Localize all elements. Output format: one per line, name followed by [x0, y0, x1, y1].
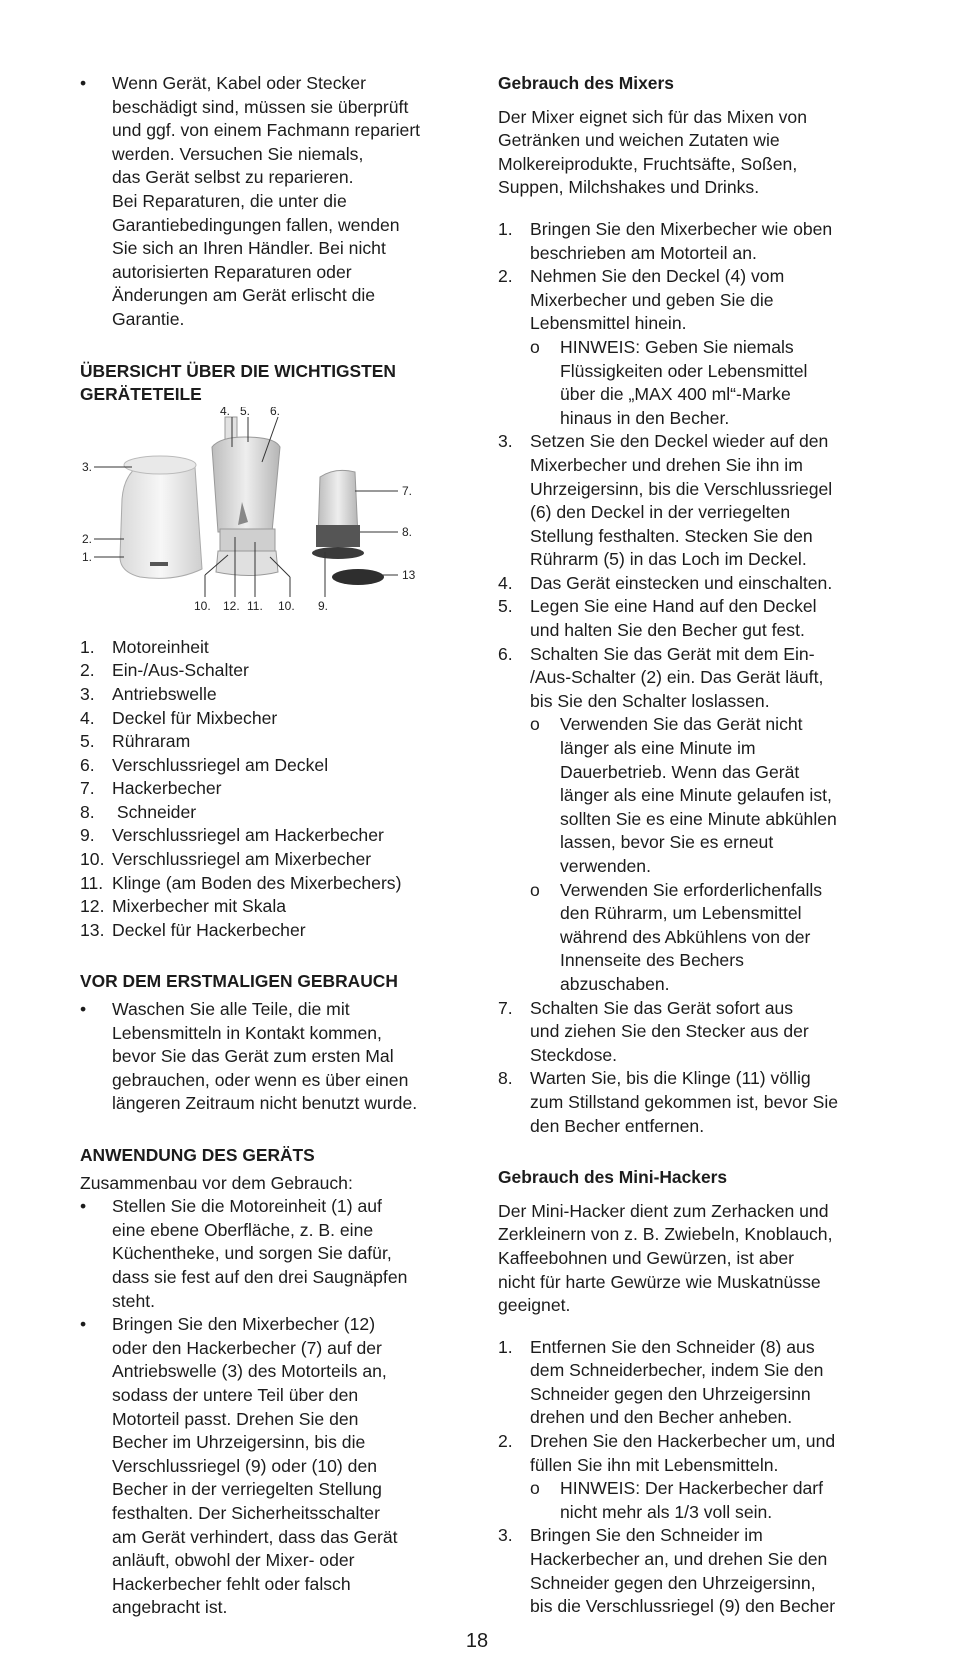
step-note: [498, 1477, 898, 1524]
part-label: Mixerbecher mit Skala: [112, 896, 287, 917]
part-item: [80, 895, 475, 919]
part-number: 8.: [80, 801, 95, 822]
text-line: Becher im Uhrzeigersinn, bis die: [112, 1432, 366, 1453]
text-line: Garantiebedingungen fallen, wenden: [112, 214, 400, 235]
text-line: (6) den Deckel in der verriegelten: [530, 502, 791, 523]
part-item: [80, 801, 475, 825]
text-line: dem Schneiderbecher, indem Sie den: [530, 1360, 824, 1381]
left-column: [80, 72, 475, 1620]
mixer-intro: [498, 106, 898, 200]
step-text: [530, 218, 898, 265]
text-line: Lebensmitteln in Kontakt kommen,: [112, 1022, 382, 1043]
assembly-intro: Zusammenbau vor dem Gebrauch:: [80, 1172, 353, 1193]
text-line: Waschen Sie alle Teile, die mit: [112, 999, 350, 1020]
text-line: Setzen Sie den Deckel wieder auf den: [530, 431, 829, 452]
text-line: drehen und den Becher anheben.: [530, 1407, 793, 1428]
bullet-mark: •: [80, 1314, 87, 1335]
text-line: Der Mini-Hacker dient zum Zerhacken und: [498, 1200, 829, 1221]
mixer-steps: [498, 218, 898, 1138]
step-item: [498, 572, 898, 596]
text-line: und ggf. von einem Fachmann repariert: [112, 120, 421, 141]
text-line: ÜBERSICHT ÜBER DIE WICHTIGSTEN: [80, 360, 396, 381]
text-line: /Aus-Schalter (2) ein. Das Gerät läuft,: [530, 667, 824, 688]
fig-label: 4.: [220, 406, 231, 418]
part-item: [80, 848, 475, 872]
chopper-drawing: [312, 470, 384, 585]
text-line: Warten Sie, bis die Klinge (11) völlig: [530, 1068, 811, 1089]
text-line: bis Sie den Schalter loslassen.: [530, 690, 770, 711]
text-line: anläuft, obwohl der Mixer- oder: [112, 1550, 355, 1571]
text-line: bevor Sie das Gerät zum ersten Mal: [112, 1046, 394, 1067]
text-line: Innenseite des Bechers: [560, 950, 744, 971]
text-line: Stellen Sie die Motoreinheit (1) auf: [112, 1196, 382, 1217]
motor-unit-drawing: [120, 456, 202, 578]
part-label: Deckel für Mixbecher: [112, 707, 278, 728]
step-number: 3.: [498, 1525, 513, 1546]
step-number: 8.: [498, 1068, 513, 1089]
text-line: Schneider gegen den Uhrzeigersinn,: [530, 1572, 816, 1593]
note-mark: o: [530, 336, 540, 357]
part-item: [80, 659, 475, 683]
text-line: Drehen Sie den Hackerbecher um, und: [530, 1431, 836, 1452]
step-text: [530, 997, 898, 1068]
part-item: [80, 919, 475, 943]
part-number: 1.: [80, 636, 95, 657]
text-line: Bringen Sie den Mixerbecher wie oben: [530, 218, 833, 239]
part-number: 11.: [80, 872, 104, 893]
warning-bullet: [80, 72, 475, 332]
text-line: HINWEIS: Der Hackerbecher darf: [560, 1478, 824, 1499]
part-label: Schneider: [112, 801, 197, 822]
text-line: hinaus in den Becher.: [560, 407, 730, 428]
first-use-text: [112, 998, 475, 1116]
part-label: Rühraram: [112, 731, 191, 752]
text-line: Antriebswelle (3) des Motorteils an,: [112, 1361, 387, 1382]
text-line: Suppen, Milchshakes und Drinks.: [498, 177, 760, 198]
fig-label: 3.: [82, 459, 93, 474]
text-line: angebracht ist.: [112, 1597, 228, 1618]
fig-label: 1.: [82, 549, 93, 564]
text-line: am Gerät verhindert, dass das Gerät: [112, 1526, 398, 1547]
text-line: steht.: [112, 1290, 156, 1311]
text-line: Sie sich an Ihren Händler. Bei nicht: [112, 238, 386, 259]
text-line: nicht mehr als 1/3 voll sein.: [560, 1501, 773, 1522]
part-number: 10.: [80, 849, 105, 870]
text-line: das Gerät selbst zu reparieren.: [112, 167, 354, 188]
text-line: Zerkleinern von z. B. Zwiebeln, Knoblauch,: [498, 1224, 833, 1245]
part-item: [80, 824, 475, 848]
step-text: [530, 595, 898, 642]
fig-label: 13: [402, 567, 416, 582]
part-number: 7.: [80, 778, 95, 799]
text-line: Molkereiprodukte, Fruchtsäfte, Soßen,: [498, 153, 798, 174]
text-line: Dauerbetrieb. Wenn das Gerät: [560, 761, 800, 782]
step-note: [498, 713, 898, 878]
text-line: werden. Versuchen Sie niemals,: [112, 143, 364, 164]
text-line: füllen Sie ihn mit Lebensmitteln.: [530, 1454, 779, 1475]
text-line: Küchentheke, und sorgen Sie dafür,: [112, 1243, 392, 1264]
text-line: länger als eine Minute gelaufen ist,: [560, 785, 832, 806]
part-label: Verschlussriegel am Deckel: [112, 754, 329, 775]
step-text: [530, 1524, 898, 1618]
step-number: 1.: [498, 1336, 513, 1357]
text-line: bis die Verschlussriegel (9) den Becher: [530, 1596, 836, 1617]
step-number: 5.: [498, 596, 513, 617]
text-line: autorisierten Reparaturen oder: [112, 261, 352, 282]
appliance-illustration: [80, 407, 440, 632]
text-line: sollten Sie es eine Minute abkühlen: [560, 808, 837, 829]
parts-list: [80, 636, 475, 943]
text-line: Flüssigkeiten oder Lebensmittel: [560, 360, 808, 381]
text-line: beschädigt sind, müssen sie überprüft: [112, 96, 409, 117]
text-line: Bringen Sie den Mixerbecher (12): [112, 1314, 376, 1335]
text-line: länger als eine Minute im: [560, 738, 756, 759]
part-item: [80, 754, 475, 778]
part-number: 4.: [80, 707, 95, 728]
first-use-bullet: [80, 998, 475, 1116]
text-line: und halten Sie den Becher gut fest.: [530, 620, 805, 641]
text-line: Verschlussriegel (9) oder (10) den: [112, 1455, 378, 1476]
step-item: [498, 1430, 898, 1477]
part-item: [80, 636, 475, 660]
bullet-mark: •: [80, 1196, 87, 1217]
part-item: [80, 872, 475, 896]
assembly-bullet: [80, 1313, 475, 1620]
step-text: [530, 265, 898, 336]
first-use-heading: VOR DEM ERSTMALIGEN GEBRAUCH: [80, 971, 398, 992]
step-note: [498, 336, 898, 430]
bullet-mark: •: [80, 999, 87, 1020]
hacker-intro: [498, 1200, 898, 1318]
step-number: 2.: [498, 1431, 513, 1452]
text-line: gebrauchen, oder wenn es über einen: [112, 1069, 409, 1090]
step-item: [498, 595, 898, 642]
text-line: längeren Zeitraum nicht benutzt wurde.: [112, 1093, 418, 1114]
text-line: Legen Sie eine Hand auf den Deckel: [530, 596, 817, 617]
part-number: 13.: [80, 919, 105, 940]
step-item: [498, 430, 898, 572]
text-line: Hackerbecher an, und drehen Sie den: [530, 1549, 828, 1570]
step-number: 7.: [498, 997, 513, 1018]
text-line: Änderungen am Gerät erlischt die: [112, 285, 376, 306]
step-text: [530, 430, 898, 572]
part-item: [80, 777, 475, 801]
text-line: den Becher entfernen.: [530, 1115, 705, 1136]
step-item: [498, 1067, 898, 1138]
text-line: verwenden.: [560, 856, 651, 876]
part-item: [80, 707, 475, 731]
text-line: Bei Reparaturen, die unter die: [112, 190, 347, 211]
text-line: Steckdose.: [530, 1044, 618, 1065]
part-label: Antriebswelle: [112, 683, 217, 704]
fig-label: 8.: [402, 524, 413, 539]
step-text: [530, 1336, 898, 1430]
step-item: [498, 1336, 898, 1430]
text-line: Rührarm (5) in das Loch im Deckel.: [530, 549, 807, 570]
fig-label: 10.: [278, 598, 295, 613]
text-line: Der Mixer eignet sich für das Mixen von: [498, 106, 807, 127]
part-item: [80, 683, 475, 707]
step-text: [530, 1430, 898, 1477]
text-line: Becher in der verriegelten Stellung: [112, 1479, 382, 1500]
part-label: Verschlussriegel am Hackerbecher: [112, 825, 384, 846]
text-line: während des Abkühlens von der: [560, 926, 811, 947]
part-number: 9.: [80, 825, 95, 846]
part-label: Motoreinheit: [112, 636, 209, 657]
part-number: 2.: [80, 660, 95, 681]
text-line: zum Stillstand gekommen ist, bevor Sie: [530, 1091, 839, 1112]
bullet-mark: •: [80, 73, 87, 93]
step-item: [498, 643, 898, 714]
page-number: 18: [465, 1630, 489, 1652]
text-line: abzuschaben.: [560, 973, 670, 994]
fig-label: 10.: [194, 598, 211, 613]
step-item: [498, 218, 898, 265]
part-label: Deckel für Hackerbecher: [112, 919, 306, 940]
text-line: sodass der untere Teil über den: [112, 1384, 359, 1405]
text-line: Schalten Sie das Gerät mit dem Ein-: [530, 643, 815, 664]
part-item: [80, 730, 475, 754]
text-line: Uhrzeigersinn, bis die Verschlussriegel: [530, 478, 833, 499]
text-line: Motorteil passt. Drehen Sie den: [112, 1408, 359, 1429]
text-line: GERÄTETEILE: [80, 384, 202, 405]
part-label: Klinge (am Boden des Mixerbechers): [112, 872, 402, 893]
assembly-text-2: [112, 1313, 475, 1620]
step-note: [498, 879, 898, 997]
fig-label: 9.: [318, 598, 329, 613]
text-line: festhalten. Der Sicherheitsschalter: [112, 1502, 380, 1523]
part-number: 5.: [80, 731, 95, 752]
step-number: 4.: [498, 572, 513, 593]
part-number: 6.: [80, 754, 95, 775]
step-item: [498, 997, 898, 1068]
text-line: Entfernen Sie den Schneider (8) aus: [530, 1336, 815, 1357]
text-line: Mixerbecher und drehen Sie ihn im: [530, 454, 803, 475]
text-line: Schalten Sie das Gerät sofort aus: [530, 997, 794, 1018]
fig-label: 6.: [270, 406, 281, 418]
step-number: 3.: [498, 431, 513, 452]
text-line: den Rührarm, um Lebensmittel: [560, 903, 802, 924]
step-text: [530, 572, 898, 596]
hacker-heading: Gebrauch des Mini-Hackers: [498, 1167, 728, 1188]
text-line: beschrieben am Motorteil an.: [530, 242, 757, 263]
text-line: Das Gerät einstecken und einschalten.: [530, 572, 833, 593]
warning-text: [112, 72, 475, 332]
text-line: Kaffeebohnen und Gewürzen, ist aber: [498, 1247, 795, 1268]
text-line: oder den Hackerbecher (7) auf der: [112, 1337, 382, 1358]
part-label: Hackerbecher: [112, 778, 222, 799]
text-line: Wenn Gerät, Kabel oder Stecker: [112, 73, 366, 93]
fig-label: 5.: [240, 406, 251, 418]
text-line: Stellung festhalten. Stecken Sie den: [530, 525, 813, 546]
fig-label: 2.: [82, 531, 93, 546]
text-line: Lebensmittel hinein.: [530, 313, 687, 334]
text-line: dass sie fest auf den drei Saugnäpfen: [112, 1266, 408, 1287]
step-item: [498, 1524, 898, 1618]
text-line: Verwenden Sie das Gerät nicht: [560, 714, 803, 735]
step-number: 1.: [498, 218, 513, 239]
mixer-heading: Gebrauch des Mixers: [498, 73, 674, 93]
text-line: Nehmen Sie den Deckel (4) vom: [530, 266, 785, 287]
note-mark: o: [530, 1478, 540, 1499]
right-column: [498, 72, 898, 1619]
text-line: lassen, bevor Sie es erneut: [560, 832, 774, 853]
fig-label: 7.: [402, 483, 413, 498]
text-line: Bringen Sie den Schneider im: [530, 1525, 763, 1546]
overview-heading: [80, 360, 475, 407]
text-line: nicht für harte Gewürze wie Muskatnüsse: [498, 1271, 821, 1292]
text-line: Getränken und weichen Zutaten wie: [498, 130, 780, 151]
text-line: geeignet.: [498, 1295, 571, 1316]
step-number: 6.: [498, 643, 513, 664]
text-line: und ziehen Sie den Stecker aus der: [530, 1021, 809, 1042]
text-line: Schneider gegen den Uhrzeigersinn: [530, 1383, 811, 1404]
note-mark: o: [530, 879, 540, 900]
part-number: 3.: [80, 683, 95, 704]
note-mark: o: [530, 714, 540, 735]
text-line: eine ebene Oberfläche, z. B. eine: [112, 1219, 374, 1240]
step-text: [530, 643, 898, 714]
step-item: [498, 265, 898, 336]
part-number: 12.: [80, 896, 105, 917]
text-line: Mixerbecher und geben Sie die: [530, 289, 774, 310]
step-number: 2.: [498, 266, 513, 287]
fig-label: 12.: [223, 598, 240, 613]
text-line: Verwenden Sie erforderlichenfalls: [560, 879, 823, 900]
part-label: Verschlussriegel am Mixerbecher: [112, 849, 372, 870]
text-line: HINWEIS: Geben Sie niemals: [560, 336, 794, 357]
text-line: Garantie.: [112, 308, 185, 329]
step-text: [530, 1067, 898, 1138]
assembly-text-1: [112, 1195, 475, 1313]
part-label: Ein-/Aus-Schalter: [112, 660, 249, 681]
text-line: Hackerbecher fehlt oder falsch: [112, 1573, 351, 1594]
usage-heading: ANWENDUNG DES GERÄTS: [80, 1145, 315, 1165]
hacker-steps: [498, 1336, 898, 1619]
appliance-figure: [80, 407, 440, 632]
assembly-bullet: [80, 1195, 475, 1313]
fig-label: 11.: [247, 598, 263, 613]
text-line: über die „MAX 400 ml“-Marke: [560, 384, 791, 405]
